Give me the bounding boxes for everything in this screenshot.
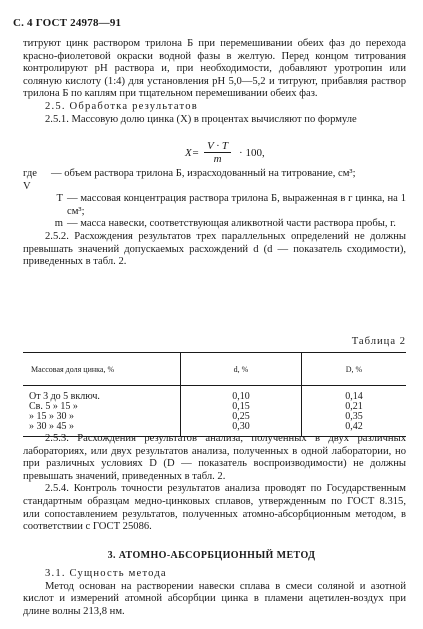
table-cell: » 15 » 30 » <box>29 411 74 422</box>
paragraph-intro: титруют цинк раствором трилона Б при перемешивании обеих фаз до перехода красно-фиолетовой окраски водной фазы в желтую. Перед концом титрования контролируют рН раствора и, при необходимости, добавляют уротропин или соляную кислоту (1:4) для установления рН 5,0—5,2 и титруют, прибавляя раствор трилона Б по каплям при тщательном перемешивании обеих фаз. <box>23 38 406 100</box>
formula-numerator: V · T <box>204 140 231 153</box>
legend-row-t <box>23 193 406 218</box>
table-cell: » 30 » 45 » <box>23 422 181 437</box>
table-cell: 0,30 <box>181 422 302 437</box>
legend-symbol: m <box>54 218 63 230</box>
paragraph-2-5-4: 2.5.4. Контроль точности результатов анализа проводят по Государственным стандартным образцам медно-цинковых сплавов, утвержденным по ГОСТ 8.315, или сопоставлением результатов, полученных атомно-абсорбционным методом, в соответствии с ГОСТ 25086. <box>23 483 406 533</box>
formula-rest: · 100, <box>239 146 265 159</box>
paragraph-2-5-3: 2.5.3. Расхождения результатов анализа, полученных в двух различных лабораториях, или двух результатов анализа, полученных в одной лаборатории, но при различных условиях D (D — показатель воспроизводимости) не должны превышать значений, приведенных в табл. 2. <box>23 433 406 482</box>
table-row <box>23 386 406 403</box>
paragraph-2-5-1: 2.5.1. Массовую долю цинка (X) в процентах вычисляют по формуле <box>45 113 357 125</box>
results-block <box>23 433 406 534</box>
paragraph-3-1: Метод основан на растворении навески сплава в смеси соляной и азотной кислот и измерений атомной абсорбции цинка в пламени ацетилен-воздух при длине волны 213,8 нм. <box>23 580 406 617</box>
formula-denominator: m <box>213 153 222 165</box>
table-header-row <box>23 353 406 386</box>
table-cell: Св. 5 » 15 » <box>29 401 78 412</box>
heading-2-5: 2.5. Обработка результатов <box>45 100 198 112</box>
section-title: 3. АТОМНО-АБСОРБЦИОННЫЙ МЕТОД <box>107 550 316 561</box>
formula-lhs: X= <box>185 146 200 159</box>
table-cell: 0,25 <box>181 412 302 422</box>
formula <box>185 140 265 165</box>
heading-3-1: 3.1. Сущность метода <box>45 568 167 579</box>
tolerance-table <box>23 352 406 437</box>
legend-symbol: T <box>56 193 63 205</box>
legend-text: — объем раствора трилона Б, израсходованный на титрование, см³; <box>51 168 356 179</box>
legend-row-m <box>23 218 406 231</box>
table-cell: 0,35 <box>302 412 407 422</box>
table-cell: 0,21 <box>302 402 407 412</box>
legend-text: — массовая концентрация раствора трилона Б, выраженная в г цинка, на 1 см³; <box>67 193 406 217</box>
page-header: С. 4 ГОСТ 24978—91 <box>13 17 122 29</box>
legend-symbol: где V <box>23 168 37 192</box>
table-header-cell: D, % <box>302 353 407 386</box>
intro-paragraph <box>23 38 406 126</box>
table-cell: 0,42 <box>302 422 407 437</box>
formula-fraction <box>204 140 231 165</box>
table-header-cell: d, % <box>181 353 302 386</box>
legend-row-v <box>23 168 406 193</box>
table-cell: 0,15 <box>181 402 302 412</box>
legend-text: — масса навески, соответствующая аликвотной части раствора пробы, г. <box>67 218 396 230</box>
table-cell: От 3 до 5 включ. <box>29 391 100 402</box>
table-header-cell: Массовая доля цинка, % <box>23 353 181 386</box>
table-cell: 0,14 <box>302 386 407 403</box>
table-cell: 0,10 <box>181 386 302 403</box>
legend-block <box>23 168 406 269</box>
paragraph-2-5-2: 2.5.2. Расхождения результатов трех параллельных определений не должны превышать значений допускаемых расхождений d (d — показатель сходимости), приведенных в табл. 2. <box>23 230 406 268</box>
table-caption: Таблица 2 <box>351 336 406 347</box>
method-block <box>23 568 406 618</box>
